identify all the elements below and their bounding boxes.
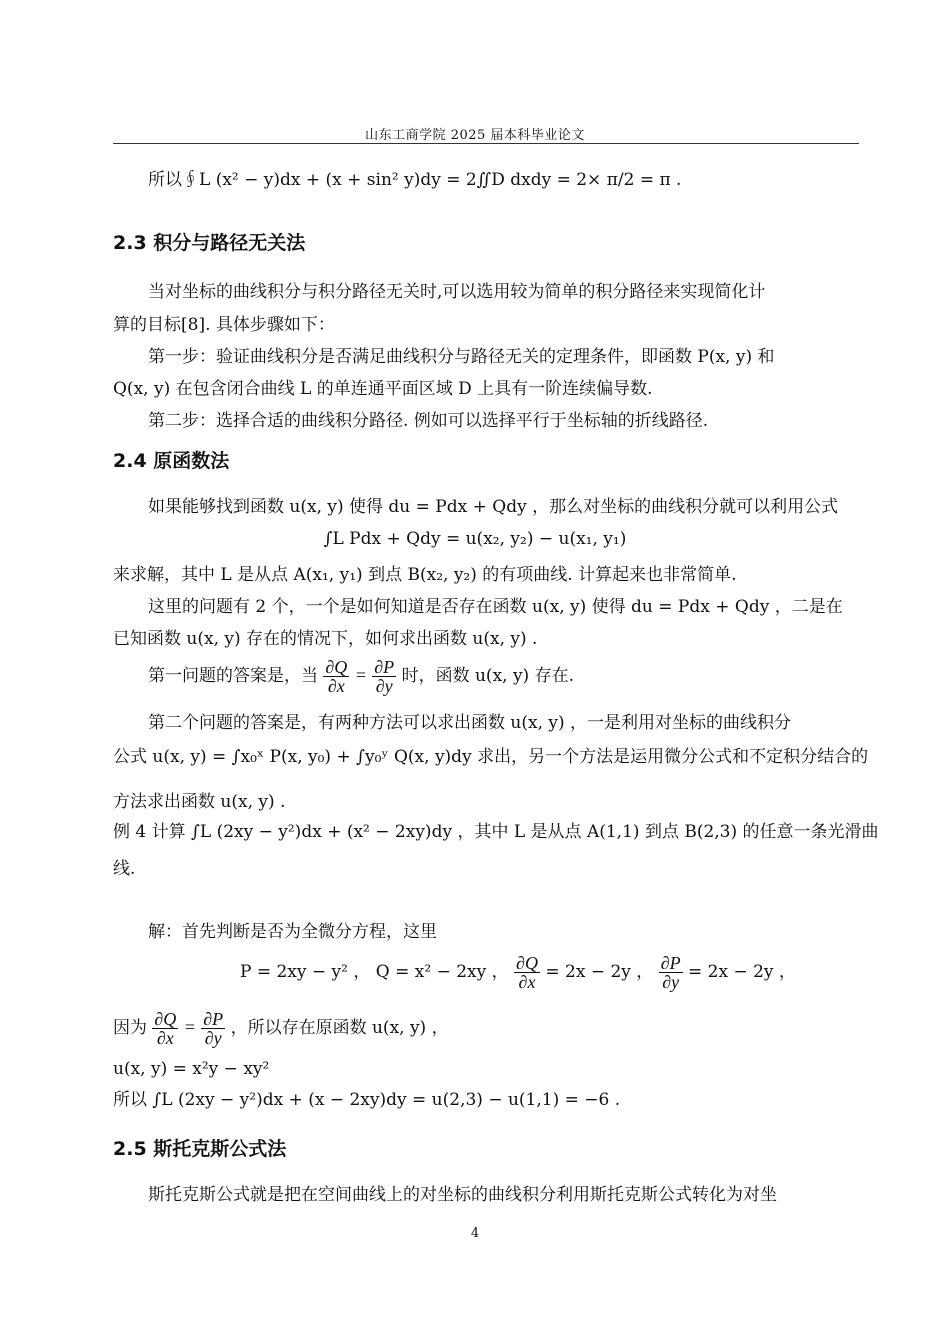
- centered-equation: ∫L Pdx + Qdy = u(x₂, y₂) − u(x₁, y₁): [323, 529, 627, 549]
- text-segment: 时，函数 u(x, y) 存在.: [401, 666, 575, 686]
- fraction-num: ∂Q: [154, 1009, 177, 1029]
- paragraph-line: 这里的问题有 2 个，一个是如何知道是否存在函数 u(x, y) 使得 du = Pdx + Qdy ，二是在: [148, 597, 843, 617]
- paragraph-line: 斯托克斯公式就是把在空间曲线上的对坐标的曲线积分利用斯托克斯公式转化为对坐: [148, 1185, 777, 1205]
- equation-line: u(x, y) = x²y − xy²: [113, 1059, 270, 1079]
- text-segment: ，所以存在原函数 u(x, y) ，: [230, 1018, 449, 1038]
- header-rule: [113, 143, 859, 144]
- text-segment: 第一问题的答案是，当: [148, 666, 318, 686]
- paragraph-line: 方法求出函数 u(x, y) .: [113, 792, 286, 812]
- fraction-den: ∂y: [375, 676, 393, 696]
- paragraph-line: 线.: [113, 859, 136, 879]
- paragraph-line: Q(x, y) 在包含闭合曲线 L 的单连通平面区域 D 上具有一阶连续偏导数.: [113, 379, 653, 399]
- fraction-num: ∂P: [660, 953, 681, 973]
- paragraph-line: 第二步：选择合适的曲线积分路径. 例如可以选择平行于坐标轴的折线路径.: [148, 411, 709, 431]
- fraction-num: ∂Q: [325, 657, 348, 677]
- paragraph-line: 来求解，其中 L 是从点 A(x₁, y₁) 到点 B(x₂, y₂) 的有项曲线. 计算起来也非常简单.: [113, 565, 737, 585]
- equation-line-fractions: [240, 954, 859, 991]
- fraction-dq-dx: [152, 1010, 178, 1047]
- fraction-den: ∂x: [327, 676, 345, 696]
- paragraph-line: 已知函数 u(x, y) 存在的情况下，如何求出函数 u(x, y) .: [113, 629, 538, 649]
- section-heading-2-4: 2.4 原函数法: [113, 450, 230, 472]
- paragraph-line-fraction: 因为 $\frac{\partial Q}{\partial x}$ = $\frac{\partial P}{\partial y}$ ，所以存在原函数 u(x, y) ，: [113, 1009, 449, 1048]
- fraction-den: ∂x: [156, 1028, 174, 1048]
- paragraph-line: 第二个问题的答案是，有两种方法可以求出函数 u(x, y) ，一是利用对坐标的曲线积分: [148, 713, 792, 733]
- fraction-den: ∂y: [662, 972, 680, 992]
- section-heading-2-5: 2.5 斯托克斯公式法: [113, 1138, 287, 1160]
- text-segment: P = 2xy − y² ， Q = x² − 2xy ，: [240, 962, 509, 982]
- equation-line: 所以 ∫L (2xy − y²)dx + (x − 2xy)dy = u(2,3) − u(1,1) = −6 .: [113, 1090, 621, 1110]
- text-segment: 因为: [113, 1018, 147, 1038]
- fraction-dp-dy: [659, 954, 683, 991]
- fraction-dp-dy: [201, 1010, 225, 1047]
- page-number: 4: [470, 1226, 480, 1241]
- fraction-dq-dx: [323, 658, 349, 695]
- text-segment: = 2x − 2y ，: [688, 962, 796, 982]
- solution-line: 解：首先判断是否为全微分方程，这里: [148, 922, 437, 942]
- section-heading-2-3: 2.3 积分与路径无关法: [113, 232, 306, 254]
- fraction-dp-dy: [372, 658, 396, 695]
- paragraph-line: 如果能够找到函数 u(x, y) 使得 du = Pdx + Qdy ，那么对坐标的曲线积分就可以利用公式: [148, 497, 839, 517]
- example-line: 例 4 计算 ∫L (2xy − y²)dx + (x² − 2xy)dy ，其中 L 是从点 A(1,1) 到点 B(2,3) 的任意一条光滑曲: [113, 822, 879, 842]
- paragraph-line: 公式 u(x, y) = ∫x₀ˣ P(x, y₀) + ∫y₀ʸ Q(x, y)dy 求出，另一个方法是运用微分公式和不定积分结合的: [113, 747, 869, 767]
- fraction-dq-dx: [514, 954, 540, 991]
- fraction-num: ∂Q: [516, 953, 538, 973]
- fraction-num: ∂P: [203, 1009, 224, 1029]
- equation-line-1: 所以∮L (x² − y)dx + (x + sin² y)dy = 2∬D dxdy = 2× π/2 = π .: [148, 170, 682, 190]
- paragraph-line: 算的目标[8]. 具体步骤如下：: [113, 315, 335, 335]
- paragraph-line: 当对坐标的曲线积分与积分路径无关时,可以选用较为简单的积分路径来实现简化计: [148, 282, 766, 302]
- paragraph-line-fraction: 第一问题的答案是，当 $\frac{\partial Q}{\partial x}$ = $\frac{\partial P}{\partial y}$ 时，函数 u(x, y) 存在.: [148, 657, 575, 696]
- page-header: 山东工商学院 2025 届本科毕业论文: [365, 128, 585, 143]
- text-segment: = 2x − 2y ，: [545, 962, 654, 982]
- fraction-den: ∂y: [204, 1028, 222, 1048]
- fraction-den: ∂x: [518, 972, 536, 992]
- fraction-num: ∂P: [374, 657, 395, 677]
- paragraph-line: 第一步：验证曲线积分是否满足曲线积分与路径无关的定理条件，即函数 P(x, y) 和: [148, 347, 775, 367]
